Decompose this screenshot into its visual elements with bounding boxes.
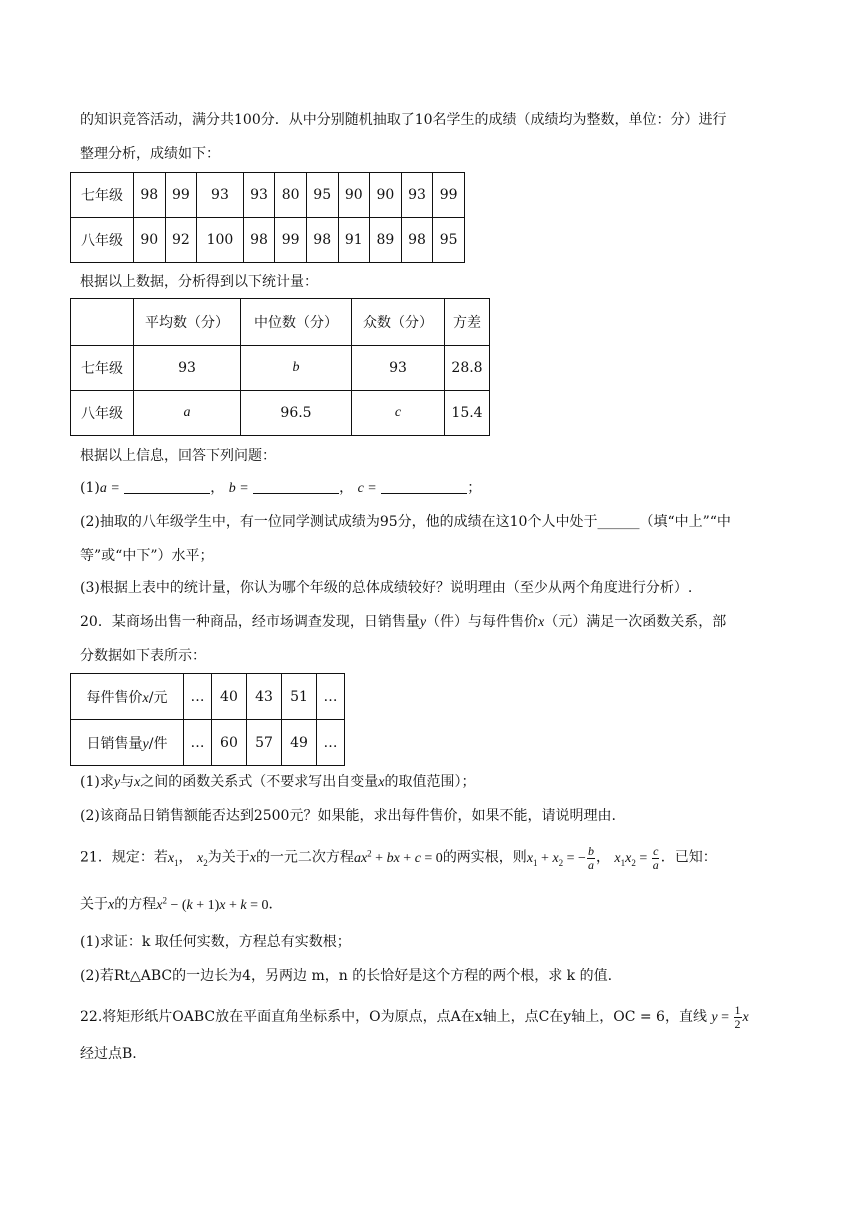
- table-cell: 98: [134, 173, 166, 218]
- q19-part2-line1: (2)抽取的八年级学生中，有一位同学测试成绩为95分，他的成绩在这10个人中处于______（填“中上”“中: [80, 514, 731, 530]
- table-row: [71, 218, 465, 263]
- table-row: [71, 674, 345, 720]
- table-cell: b: [241, 346, 352, 391]
- table-cell: 28.8: [445, 346, 490, 391]
- q19-part3: (3)根据上表中的统计量，你认为哪个年级的总体成绩较好？说明理由（至少从两个角度进行分析）.: [80, 580, 693, 596]
- table-cell: 95: [306, 173, 338, 218]
- q21-text: 的方程: [114, 896, 157, 913]
- q21-line-1: 21．规定：若$x_1$， $x_2$为关于x的一元二次方程$ax^2$ + bx + c = 0的两实根，则$x_1 + x_2$ = − $\frac{b}{a}$ ， $x_1x_2$ = $\frac{c}{a}$ ．已知：: [80, 843, 717, 872]
- header-cell: 平均数（分）: [134, 299, 241, 346]
- table-cell: …: [184, 720, 212, 766]
- row-label: 八年级: [71, 391, 134, 436]
- q21-text: 为关于: [207, 849, 250, 866]
- table-cell: 90: [370, 173, 402, 218]
- q20-line-2: 分数据如下表所示：: [80, 648, 206, 664]
- q19-part1: (1)a = ， b = ， c = ；: [80, 480, 482, 496]
- row-label: 八年级: [71, 218, 134, 263]
- table-row: [71, 346, 490, 391]
- q20-text: 20．某商场出售一种商品，经市场调查发现，日销售量: [80, 614, 420, 630]
- intro-line-1: 的知识竞答活动，满分共100分．从中分别随机抽取了10名学生的成绩（成绩均为整数，单位：分）进行: [80, 112, 727, 128]
- table-cell: 92: [165, 218, 197, 263]
- table-cell: 95: [433, 218, 465, 263]
- table-cell: …: [317, 674, 345, 720]
- q21-line-2: 关于x的方程$x^2 - (k + 1)x + k = 0$．: [80, 895, 283, 913]
- table-cell: 51: [282, 674, 317, 720]
- var-x: x: [142, 690, 149, 706]
- row-label: 七年级: [71, 346, 134, 391]
- table-row: [71, 391, 490, 436]
- table-cell: 93: [197, 173, 244, 218]
- table-cell: 93: [134, 346, 241, 391]
- var-y: y: [142, 736, 149, 752]
- table-row: [71, 720, 345, 766]
- q20-line-1: [80, 612, 726, 633]
- q20-text: （件）与每件售价: [426, 614, 539, 630]
- table-header-row: [71, 299, 490, 346]
- q20-text: （元）满足一次函数关系，部: [544, 614, 727, 630]
- table-cell: 99: [433, 173, 465, 218]
- table-cell: c: [352, 391, 445, 436]
- var-b-label: b =: [228, 481, 249, 496]
- answer-blank-c: [381, 479, 467, 494]
- price-sales-table: [70, 673, 345, 766]
- table-cell: 100: [197, 218, 244, 263]
- intro-line-2: 整理分析，成绩如下：: [80, 146, 220, 162]
- row-label: 七年级: [71, 173, 134, 218]
- q21-part1: (1)求证：k 取任何实数，方程总有实数根；: [80, 934, 351, 950]
- part-number: (1): [80, 480, 100, 496]
- q21-text: 21．规定：若: [80, 849, 168, 866]
- var-x: x: [134, 775, 141, 790]
- table-cell: 98: [401, 218, 433, 263]
- table-cell: …: [317, 720, 345, 766]
- table-cell: 98: [243, 218, 275, 263]
- line-equation: y = $\frac{1}{2}$ x: [711, 1003, 749, 1032]
- table-cell: 57: [246, 720, 281, 766]
- var-a-label: a =: [99, 481, 120, 496]
- q20-text: 与: [120, 774, 135, 790]
- table-cell: 93: [352, 346, 445, 391]
- stats-table: [70, 298, 490, 436]
- table-cell: 90: [134, 218, 166, 263]
- row-label: [71, 720, 184, 766]
- var-x: x: [538, 615, 545, 630]
- table-cell: 43: [246, 674, 281, 720]
- table-cell: 99: [165, 173, 197, 218]
- q20-text: 的取值范围）；: [384, 774, 476, 790]
- vieta-product: $x_1x_2$ = $\frac{c}{a}$: [614, 843, 659, 872]
- table-cell: 98: [306, 218, 338, 263]
- q21-text: ．已知：: [660, 849, 717, 866]
- table-cell: 49: [282, 720, 317, 766]
- stats-intro: 根据以上数据，分析得到以下统计量：: [80, 274, 318, 290]
- var-c-label: c =: [357, 481, 377, 496]
- quadratic-equation: $ax^2$ + bx + c = 0: [353, 848, 443, 866]
- q22-line-1: [80, 1002, 749, 1033]
- q21-text: 的一元二次方程: [255, 849, 354, 866]
- q21-part2: (2)若Rt△ABC的一边长为4，另两边 m，n 的长恰好是这个方程的两个根，求 k 的值.: [80, 968, 613, 984]
- answer-blank-a: [124, 479, 210, 494]
- table-cell: 80: [275, 173, 307, 218]
- table-cell: …: [184, 674, 212, 720]
- q19-prompt: 根据以上信息，回答下列问题：: [80, 448, 276, 464]
- table-cell: 96.5: [241, 391, 352, 436]
- label-unit: /元: [148, 689, 168, 706]
- table-cell: 91: [338, 218, 370, 263]
- table-cell: 89: [370, 218, 402, 263]
- table-cell: 93: [401, 173, 433, 218]
- given-equation: $x^2 - (k + 1)x + k = 0$: [156, 895, 269, 913]
- q22-line-2: 经过点B.: [80, 1046, 137, 1062]
- scores-table: [70, 172, 465, 263]
- vieta-sum: $x_1 + x_2$ = − $\frac{b}{a}$: [526, 843, 594, 872]
- table-cell: 40: [211, 674, 246, 720]
- var-x: x: [378, 775, 385, 790]
- q20-part2: (2)该商品日销售额能否达到2500元？如果能，求出每件售价，如果不能，请说明理由.: [80, 808, 616, 824]
- table-cell: 93: [243, 173, 275, 218]
- q20-text: 之间的函数关系式（不要求写出自变量: [140, 774, 379, 790]
- header-cell-empty: [71, 299, 134, 346]
- q21-text: 关于: [80, 896, 108, 913]
- label-text: 日销售量: [86, 735, 143, 752]
- header-cell: 众数（分）: [352, 299, 445, 346]
- header-cell: 方差: [445, 299, 490, 346]
- q20-text: (1)求: [80, 774, 114, 790]
- q19-part2-line2: 等”或“中下”）水平；: [80, 548, 214, 564]
- row-label: [71, 674, 184, 720]
- label-unit: /件: [148, 735, 168, 752]
- table-cell: 15.4: [445, 391, 490, 436]
- var-y: y: [419, 615, 427, 630]
- table-cell: a: [134, 391, 241, 436]
- header-cell: 中位数（分）: [241, 299, 352, 346]
- table-cell: 60: [211, 720, 246, 766]
- label-text: 每件售价: [86, 689, 143, 706]
- table-cell: 99: [275, 218, 307, 263]
- table-row: [71, 173, 465, 218]
- q20-part1: [80, 772, 476, 793]
- q21-text: 的两实根，则: [442, 849, 527, 866]
- answer-blank-b: [253, 479, 339, 494]
- q22-text: 22.将矩形纸片OABC放在平面直角坐标系中，O为原点，点A在x轴上，点C在y轴上，OC = 6，直线: [80, 1009, 707, 1025]
- table-cell: 90: [338, 173, 370, 218]
- var-y: y: [113, 775, 121, 790]
